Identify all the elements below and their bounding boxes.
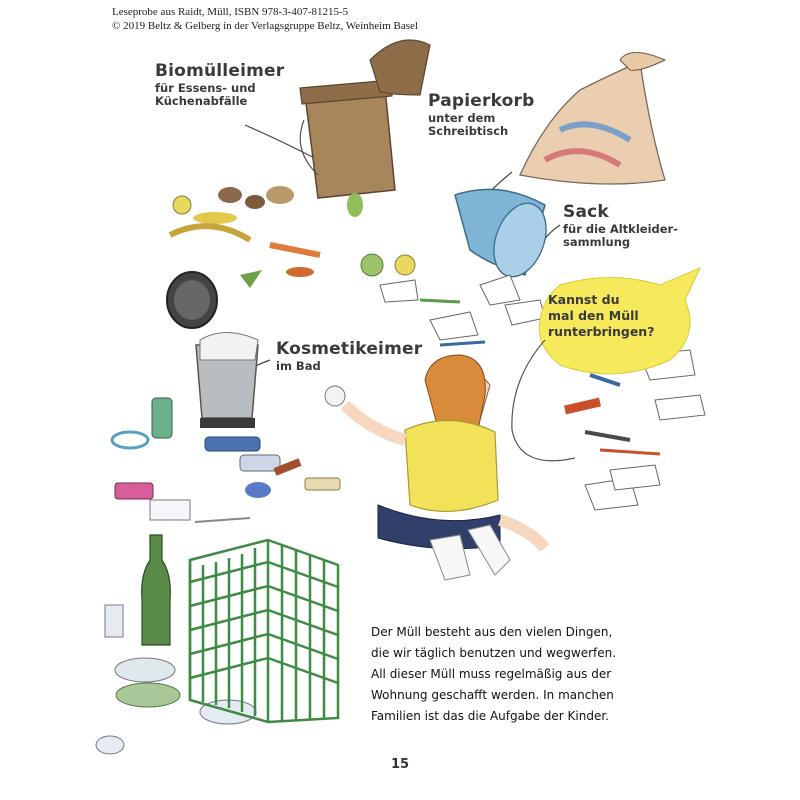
label-cosmetic-bin-title: Kosmetikeimer xyxy=(276,339,423,359)
label-sack-sub2: sammlung xyxy=(563,234,631,249)
header-line-1: Leseprobe aus Raidt, Müll, ISBN 978-3-407-81215-5 xyxy=(112,6,349,18)
cosmetic-bin xyxy=(167,272,258,428)
body-line-3: All dieser Müll muss regelmäßig aus der xyxy=(371,667,612,681)
body-line-2: die wir täglich benutzen und wegwerfen. xyxy=(371,646,617,660)
label-sack-title: Sack xyxy=(563,202,609,222)
body-line-4: Wohnung geschafft werden. In manchen xyxy=(371,688,614,702)
label-cosmetic-bin-sub: im Bad xyxy=(276,358,321,373)
label-cosmetic-bin xyxy=(276,340,422,373)
header-line-2: © 2019 Beltz & Gelberg in der Verlagsgruppe Beltz, Weinheim Basel xyxy=(112,20,418,32)
food-scraps xyxy=(170,186,415,288)
paper-basket xyxy=(455,189,556,284)
body-paragraph xyxy=(371,622,671,727)
label-compost-bin-sub1: für Essens- und xyxy=(155,80,256,95)
label-paper-basket xyxy=(428,92,534,138)
clothes-sack xyxy=(520,53,665,185)
speech-line-3: runterbringen? xyxy=(548,324,655,339)
label-paper-basket-title: Papierkorb xyxy=(428,91,535,111)
speech-line-2: mal den Müll xyxy=(548,308,639,323)
label-compost-bin-sub2: Küchenabfälle xyxy=(155,93,248,108)
label-sack xyxy=(563,203,678,249)
speech-bubble-text xyxy=(548,292,678,340)
label-sack-sub1: für die Altkleider- xyxy=(563,221,678,236)
label-paper-basket-sub2: Schreibtisch xyxy=(428,123,509,138)
label-compost-bin xyxy=(155,62,284,108)
label-paper-basket-sub1: unter dem xyxy=(428,110,496,125)
label-compost-bin-title: Biomülleimer xyxy=(155,61,285,81)
green-crate xyxy=(190,540,338,722)
girl-figure xyxy=(325,355,545,580)
body-line-1: Der Müll besteht aus den vielen Dingen, xyxy=(371,625,613,639)
page-number: 15 xyxy=(390,757,410,772)
speech-line-1: Kannst du xyxy=(548,292,620,307)
compost-bin xyxy=(300,40,430,198)
body-line-5: Familien ist das die Aufgabe der Kinder. xyxy=(371,709,609,723)
